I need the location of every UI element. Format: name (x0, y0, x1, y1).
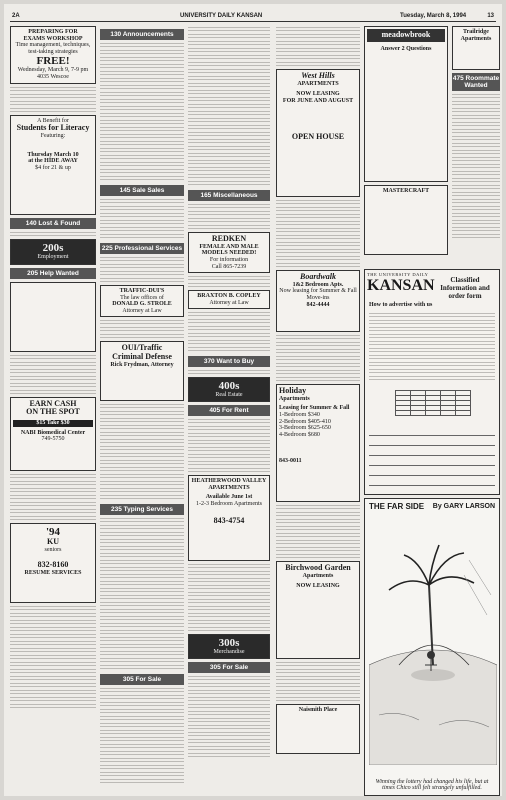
section-header: 305 For Sale (188, 662, 270, 673)
merchandise-banner (188, 634, 270, 659)
ad-line: Holiday (279, 386, 307, 395)
ad-line: NABI Biomedical Center (20, 429, 86, 436)
literacy-benefit-ad (10, 115, 96, 215)
naismith-place-ad (276, 704, 360, 754)
ad-line: Employment (37, 253, 69, 260)
ad-line: FEMALE AND MALE MODELS NEEDED! (199, 243, 259, 257)
ad-line: Time management, techniques, test-taking strategies (15, 42, 91, 55)
heatherwood-ad (188, 475, 270, 561)
logo-univ: THE UNIVERSITY DAILY (367, 272, 429, 277)
ad-line: 400s (218, 380, 240, 393)
ad-line: 4035 Wescoe (37, 74, 69, 81)
ad-line: at the HIDE AWAY (28, 158, 78, 165)
employment-banner (10, 239, 96, 265)
ad-line: 300s (218, 637, 240, 650)
ad-line: Attorney at Law (209, 299, 249, 306)
ad-line: 1&2 Bedroom Apts. (292, 281, 344, 288)
ad-line: 843-0011 (279, 458, 302, 465)
newspaper-page (4, 4, 502, 796)
ad-line: Apartments (279, 395, 310, 402)
form-title: Classified Information and order form (440, 276, 490, 300)
ad-line: Available June 1st (205, 494, 253, 501)
ad-line: EARN CASH (29, 398, 77, 408)
cartoon-illustration (369, 515, 497, 765)
mastercraft-top-ad (364, 185, 448, 255)
rate-table (395, 390, 471, 416)
meadowbrook-ad (364, 26, 448, 182)
column-1 (10, 26, 96, 788)
section-header: 145 Sale Sales (100, 185, 184, 196)
ad-line: $4 for 21 & up (35, 164, 71, 171)
holiday-apartments-ad (276, 384, 360, 502)
section-header: 165 Miscellaneous (188, 190, 270, 201)
ad-line: Now leasing for Summer & Fall Move-ins (279, 288, 357, 301)
ad-line: '94 (45, 525, 61, 538)
ad-line: Call 865-7239 (211, 263, 247, 270)
far-side-cartoon (364, 498, 500, 796)
ad-line: Attorney at Law (122, 307, 162, 314)
ad-line: MASTERCRAFT (382, 188, 430, 194)
form-instructions (369, 312, 495, 383)
ad-line: Naismith Place (298, 707, 338, 713)
ad-line: 843-4754 (213, 516, 245, 526)
ad-line: seniors (44, 546, 62, 553)
ad-line: 1-2-3 Bedroom Apartments (196, 500, 262, 507)
ad-line: $15 Take $30 (13, 420, 93, 427)
masthead-title: UNIVERSITY DAILY KANSAN (180, 13, 263, 19)
section-header: 140 Lost & Found (10, 218, 96, 229)
page-left-label: 2A (12, 13, 20, 19)
date-label: Tuesday, March 8, 1994 (400, 13, 467, 19)
ad-line: NOW LEASING (296, 91, 340, 98)
ad-line: A Benefit for (37, 117, 69, 124)
ad-line: Leasing for Summer & Fall (279, 405, 350, 412)
ad-line: 1-Bedroom $340 (279, 411, 320, 418)
ad-line: Boardwalk (299, 272, 336, 281)
logo-name: KANSAN (367, 277, 435, 294)
ad-line: FOR JUNE AND AUGUST (282, 97, 354, 104)
traffic-dui-ad (100, 285, 184, 317)
section-header: 305 For Sale (100, 674, 184, 685)
ad-line: APARTMENTS (297, 80, 339, 87)
section-header: 405 For Rent (188, 405, 270, 416)
column-3 (188, 26, 270, 788)
boardwalk-ad (276, 270, 360, 332)
workshop-ad (10, 26, 96, 84)
trailridge-ad (452, 26, 500, 70)
ad-line: Trailridge Apartments (460, 29, 492, 42)
order-field-line[interactable] (369, 438, 495, 446)
order-field-line[interactable] (369, 458, 495, 466)
ad-line: TRAFFIC-DUI'S (119, 288, 165, 294)
column-2 (100, 26, 184, 788)
order-field-line[interactable] (369, 448, 495, 456)
ad-line: PREPARING FOR (28, 29, 78, 35)
section-header: 205 Help Wanted (10, 268, 96, 279)
kansan-logo (367, 272, 435, 295)
ad-line: ON THE SPOT (26, 407, 80, 417)
ad-line: Rick Frydman, Attorney (110, 361, 174, 368)
cartoon-title: THE FAR SIDE (369, 502, 425, 511)
classified-order-form (364, 269, 500, 495)
column-6 (452, 26, 500, 266)
ad-line: Answer 2 Questions (380, 45, 432, 52)
page-number: 13 (487, 13, 494, 19)
column-4 (276, 26, 360, 788)
ad-line: Wednesday, March 9, 7-9 pm (17, 67, 89, 74)
ad-line: Birchwood Garden (285, 563, 351, 572)
ad-line: 200s (42, 241, 64, 254)
ad-line: 832-8160 (37, 560, 69, 570)
cartoon-author: By GARY LARSON (432, 503, 495, 510)
section-header: 235 Typing Services (100, 504, 184, 515)
ad-line: Students for Literacy (16, 123, 90, 133)
criminal-defense-ad (100, 341, 184, 401)
ad-line: DONALD G. STROLE (112, 301, 172, 308)
order-fields[interactable] (369, 428, 495, 488)
ad-line: OUI/Traffic (121, 343, 163, 353)
camp-ad (10, 282, 96, 352)
order-field-line[interactable] (369, 478, 495, 486)
ad-line: 749-5750 (41, 436, 65, 443)
ad-line: Apartments (302, 572, 334, 579)
ad-line: 3-Bedroom $625-650 (279, 425, 331, 432)
ad-line: 2-Bedroom $405-410 (279, 418, 331, 425)
ad-line: Merchandise (213, 649, 245, 656)
ad-line: RESUME SERVICES (24, 569, 82, 576)
earn-cash-ad (10, 397, 96, 471)
west-hills-ad (276, 69, 360, 197)
section-header: 370 Want to Buy (188, 356, 270, 367)
ad-line: EXAMS WORKSHOP (23, 35, 83, 42)
section-header: 475 Roommate Wanted (452, 75, 500, 89)
ad-line: KU (47, 536, 59, 546)
order-field-line[interactable] (369, 428, 495, 436)
ad-line: OPEN HOUSE (291, 131, 345, 141)
copley-attorney-ad (188, 290, 270, 309)
ad-line: 4-Bedroom $680 (279, 431, 320, 438)
ad-line: The law offices of (120, 294, 164, 301)
ad-line: Criminal Defense (112, 352, 172, 362)
cartoon-caption: Winning the lottery had changed his life, but at times Chico still felt strangely unfulfilled. (375, 779, 489, 791)
ad-line: 842-4444 (306, 301, 330, 308)
ad-line: Thursday March 10 (27, 151, 79, 158)
birchwood-ad (276, 561, 360, 659)
ad-line: Real Estate (215, 392, 243, 399)
column-5 (364, 26, 448, 266)
ad-line: meadowbrook (367, 29, 445, 42)
page-header (10, 10, 496, 22)
real-estate-banner (188, 377, 270, 402)
ad-line: Featuring: (40, 133, 66, 140)
resume-services-ad (10, 523, 96, 603)
ad-line: West Hills (301, 71, 335, 80)
ad-line: HEATHERWOOD VALLEY APARTMENTS (191, 478, 267, 491)
ad-line: REDKEN (211, 234, 247, 243)
how-to-heading: How to advertise with us (369, 302, 433, 308)
ad-line: For information (209, 256, 249, 263)
section-header: 225 Professional Services (101, 245, 183, 252)
ad-line: NOW LEASING (296, 583, 340, 590)
redken-ad (188, 232, 270, 273)
section-header: 130 Announcements (100, 29, 184, 40)
order-field-line[interactable] (369, 468, 495, 476)
ad-line: BRAXTON B. COPLEY (197, 293, 261, 300)
ad-line: FREE! (36, 55, 70, 68)
